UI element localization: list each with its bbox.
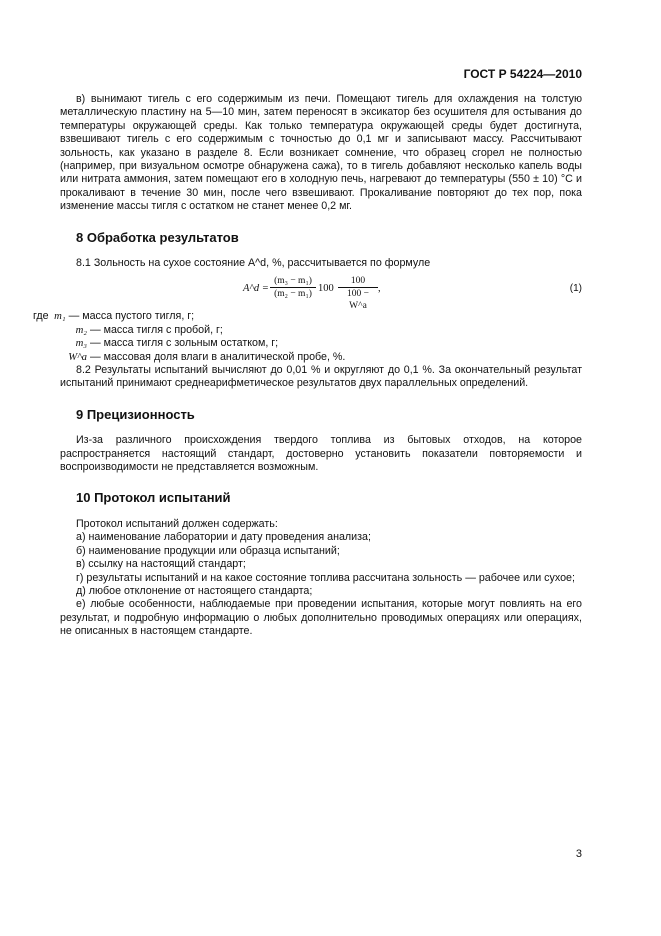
section-8-heading: 8 Обработка результатов [76, 229, 239, 245]
page-number: 3 [575, 848, 582, 860]
list-item: а) наименование лаборатории и дату проведения анализа; [76, 531, 371, 544]
list-item: е) любые особенности, наблюдаемые при проведении испытания, которые могут повлиять на его результат, и подробную информацию о любых дополнительно проводимых операциях или операциях, не описанных в настоящем стандарте. [60, 598, 582, 638]
formula-trailing-comma: , [378, 283, 381, 295]
list-item: г) результаты испытаний и на какое состояние топлива рассчитана зольность — рабочее или сухое; [76, 571, 575, 584]
definition-text: — масса тигля с зольным остатком, г; [89, 337, 279, 350]
definition-row [33, 310, 582, 323]
fraction-denominator: 100 − W^a [347, 289, 369, 312]
formula-ash-content [60, 272, 582, 312]
formula-number: (1) [569, 283, 582, 295]
definition-text: — масса пустого тигля, г; [68, 310, 195, 323]
definition-symbol: m₂ [75, 323, 87, 336]
definition-row [60, 351, 582, 364]
paragraph-9-1: Из-за различного происхождения твердого топлива из бытовых отходов, на которое распространяется настоящий стандарт, достоверно установить показатели повторяемости и воспроизводимости не представляется возможным. [60, 434, 582, 474]
section-9-heading: 9 Прецизионность [76, 406, 195, 422]
paragraph-item-v: в) вынимают тигель с его содержимым из печи. Помещают тигель для охлаждения на толстую металлическую пластину на 5—10 мин, затем переносят в эксикатор без осушителя для остывания до температуры окружающей среды. Как только температура окружающей среды будет достигнута, взвешивают тигель с его содержимым с точностью до 0,1 мг и записывают массу. Рассчитывают зольность, как указано в разделе 8. Если возникает сомнение, что образец сгорел не полностью (например, при визуальном осмотре обнаружена сажа), то в тигель добавляют несколько капель воды или нитрата аммония, затем помещают его в холодную печь, нагревают до температуры (550 ± 10) °С и прокаливают в течение 30 мин, после чего взвешивают. Прокаливание повторяют до тех пор, пока изменение массы тигля с остатком не станет менее 0,2 мг. [60, 93, 582, 213]
definition-text: — масса тигля с пробой, г; [89, 323, 223, 336]
symbol-definitions [33, 310, 582, 364]
list-item: д) любое отклонение от настоящего стандарта; [76, 584, 313, 597]
document-id: ГОСТ Р 54224—2010 [463, 67, 582, 81]
paragraph-8-1: 8.1 Зольность на сухое состояние A^d, %, рассчитывается по формуле [76, 257, 431, 270]
formula-lhs: A^d = [243, 283, 269, 295]
fraction-numerator: 100 [338, 275, 378, 288]
section-10-heading: 10 Протокол испытаний [76, 490, 231, 506]
definition-symbol: W^a [68, 350, 87, 363]
definition-symbol: m₁ [54, 310, 66, 323]
definition-row [60, 337, 582, 350]
fraction-numerator: (m₃ − m₁) [270, 275, 316, 288]
definition-symbol: m₃ [75, 337, 87, 350]
document-body [33, 93, 582, 639]
where-prefix: где [33, 310, 49, 323]
paragraph-8-2: 8.2 Результаты испытаний вычисляют до 0,01 % и округляют до 0,1 %. За окончательный результат испытаний принимают среднеарифметическое результатов двух параллельных определений. [60, 364, 582, 390]
paragraph-10-lead: Протокол испытаний должен содержать: [76, 517, 278, 530]
formula-fraction-mass [270, 275, 316, 300]
list-item: в) ссылку на настоящий стандарт; [76, 558, 246, 571]
formula-fraction-moisture [338, 275, 378, 312]
formula-coefficient: 100 [318, 283, 334, 295]
definition-row [60, 324, 582, 337]
definition-text: — массовая доля влаги в аналитической пробе, %. [89, 350, 346, 363]
fraction-denominator: (m₂ − m₁) [274, 289, 312, 300]
list-item: б) наименование продукции или образца испытаний; [76, 544, 340, 557]
